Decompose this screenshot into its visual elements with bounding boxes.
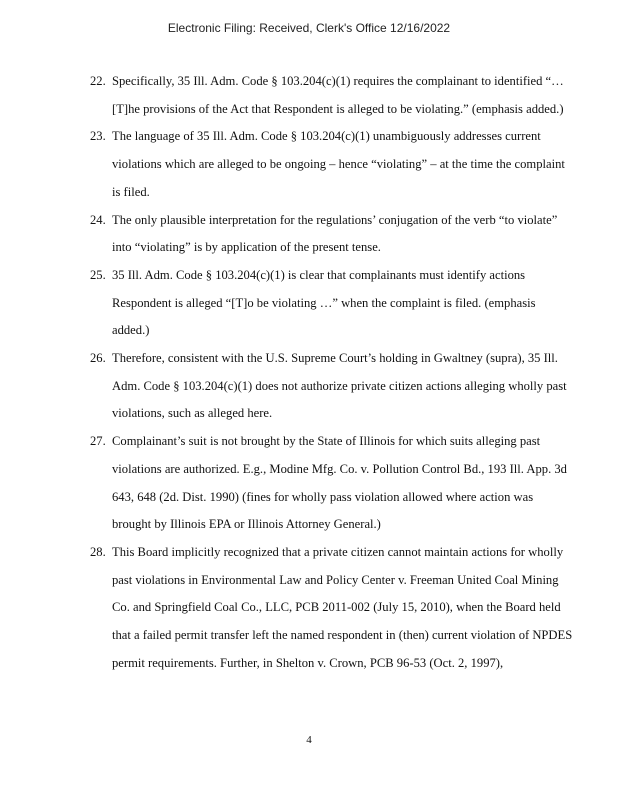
paragraph-22 bbox=[90, 68, 575, 123]
paragraph-text: Therefore, consistent with the U.S. Supreme Court’s holding in Gwaltney (supra), 35 Ill. Adm. Code § 103.204(c)(1) does not authorize private citizen actions alleging wholly past violations, such as alleged here. bbox=[112, 351, 567, 421]
paragraph-text: Complainant’s suit is not brought by the State of Illinois for which suits alleging past violations are authorized. E.g., Modine Mfg. Co. v. Pollution Control Bd., 193 Ill. App. 3d 643, 648 (2d. Dist. 1990) (fines for wholly pass violation allowed where action was brought by Illinois EPA or Illinois Attorney General.) bbox=[112, 434, 567, 532]
paragraph-24 bbox=[90, 207, 575, 262]
paragraph-number: 22. bbox=[90, 74, 106, 88]
paragraph-number: 25. bbox=[90, 267, 106, 282]
paragraph-number: 23. bbox=[90, 129, 106, 144]
paragraph-text: The language of 35 Ill. Adm. Code § 103.204(c)(1) unambiguously addresses current violations which are alleged to be ongoing – hence “violating” – at the time the complaint is filed. bbox=[112, 129, 565, 199]
paragraph-28 bbox=[90, 539, 575, 678]
paragraph-text: 35 Ill. Adm. Code § 103.204(c)(1) is clear that complainants must identify actions Respondent is alleged “[T]o be violating …” when the complaint is filed. (emphasis added.) bbox=[112, 267, 536, 338]
paragraph-text: This Board implicitly recognized that a private citizen cannot maintain actions for wholly past violations in Environmental Law and Policy Center v. Freeman United Coal Mining Co. and Springfield Coal Co., LLC, PCB 2011-002 (July 15, 2010), when the Board held that a failed permit transfer left the named respondent in (then) current violation of NPDES permit requirements. Further, in Shelton v. Crown, PCB 96-53 (Oct. 2, 1997), bbox=[112, 544, 573, 670]
paragraph-number: 28. bbox=[90, 544, 106, 559]
page-number: 4 bbox=[306, 734, 312, 746]
paragraph-text: Specifically, 35 Ill. Adm. Code § 103.204(c)(1) requires the complainant to identified “…[T]he provisions of the Act that Respondent is alleged to be violating.” (emphasis added.) bbox=[112, 74, 564, 116]
paragraph-23 bbox=[90, 123, 575, 206]
paragraph-number: 27. bbox=[90, 434, 106, 449]
paragraph-26 bbox=[90, 345, 575, 428]
paragraph-27 bbox=[90, 428, 575, 539]
paragraph-number: 24. bbox=[90, 212, 106, 227]
paragraph-number: 26. bbox=[90, 351, 106, 366]
paragraph-text: The only plausible interpretation for the regulations’ conjugation of the verb “to violate” into “violating” is by application of the present tense. bbox=[112, 212, 558, 255]
document-body bbox=[90, 68, 575, 677]
filing-header: Electronic Filing: Received, Clerk's Office 12/16/2022 bbox=[167, 21, 451, 35]
paragraph-25 bbox=[90, 262, 575, 345]
